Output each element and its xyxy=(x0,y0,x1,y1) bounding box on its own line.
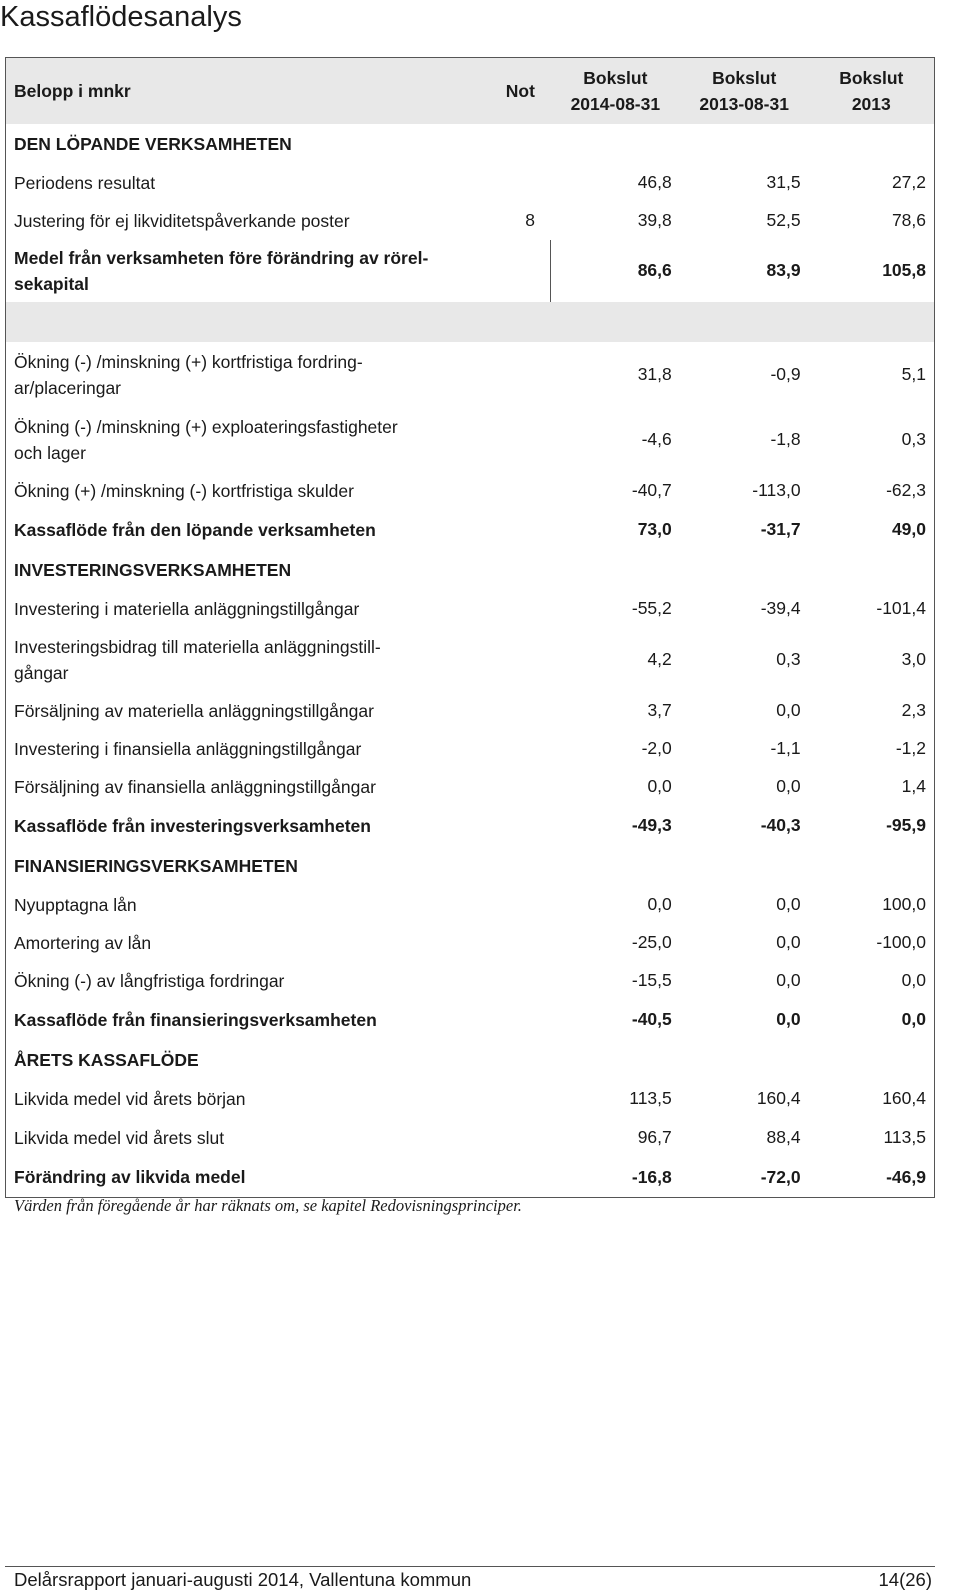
row-value-2013-08-31: 0,0 xyxy=(776,1009,801,1029)
row-value-2013: 78,6 xyxy=(891,210,926,230)
row-label: Nyupptagna lån xyxy=(14,894,137,915)
row-value-2014-08-31: -4,6 xyxy=(641,429,672,449)
footnote: Värden från föregående år har räknats om, se kapitel Redovisningsprinciper. xyxy=(14,1196,522,1215)
table-row xyxy=(6,1118,935,1158)
row-label: Investering i finansiella anläggningstillgångar xyxy=(14,738,362,759)
row-label: Försäljning av materiella anläggningstillgångar xyxy=(14,700,374,721)
row-value-2013-08-31: -1,8 xyxy=(770,429,801,449)
row-value-2013: 105,8 xyxy=(882,260,926,280)
header-not: Not xyxy=(505,80,535,101)
row-value-2014-08-31 xyxy=(551,1040,680,1080)
row-value-2013-08-31 xyxy=(680,846,809,886)
row-note-ref xyxy=(483,408,551,472)
row-value-2013-08-31: -1,1 xyxy=(770,738,801,758)
row-note-ref xyxy=(483,768,551,806)
row-value-2014-08-31: 73,0 xyxy=(637,519,672,539)
row-value-2013: -101,4 xyxy=(876,598,926,618)
row-value-2013: 0,3 xyxy=(901,429,926,449)
row-note-ref xyxy=(483,590,551,628)
row-value-2013-08-31: 0,0 xyxy=(776,776,801,796)
row-value-2013: 0,0 xyxy=(901,970,926,990)
cashflow-table xyxy=(5,57,935,1198)
row-value-2014-08-31: -15,5 xyxy=(631,970,672,990)
row-label: Ökning (-) /minskning (+) exploateringsfastigheter och lager xyxy=(14,416,398,463)
table-row xyxy=(6,202,935,240)
row-value-2014-08-31: 0,0 xyxy=(647,776,672,796)
row-label: Kassaflöde från investeringsverksamheten xyxy=(14,815,371,836)
row-value-2013: 160,4 xyxy=(882,1088,926,1108)
row-value-2013: 100,0 xyxy=(882,894,926,914)
row-label: Amortering av lån xyxy=(14,932,152,953)
row-note-ref xyxy=(483,1040,551,1080)
row-value-2013-08-31 xyxy=(680,550,809,590)
table-row xyxy=(6,342,935,408)
row-value-2013-08-31: 83,9 xyxy=(766,260,801,280)
row-value-2014-08-31: 0,0 xyxy=(647,894,672,914)
row-value-2013: -95,9 xyxy=(886,815,926,835)
footer-divider xyxy=(5,1566,935,1567)
header-col3 xyxy=(809,58,935,124)
row-note-ref xyxy=(483,302,551,342)
header-col1-line1: Bokslut xyxy=(583,67,648,88)
section-header-row xyxy=(6,1040,935,1080)
table-row xyxy=(6,472,935,510)
row-value-2014-08-31: -16,8 xyxy=(631,1166,672,1187)
row-note-ref xyxy=(483,886,551,924)
row-value-2014-08-31: -55,2 xyxy=(631,598,672,618)
row-value-2013-08-31: 0,0 xyxy=(776,970,801,990)
row-value-2014-08-31: 4,2 xyxy=(647,649,672,669)
row-note-ref xyxy=(483,730,551,768)
row-label: FINANSIERINGSVERKSAMHETEN xyxy=(14,855,298,876)
row-value-2014-08-31 xyxy=(551,846,680,886)
section-header-row xyxy=(6,550,935,590)
row-value-2014-08-31: -49,3 xyxy=(631,815,672,835)
row-label: Kassaflöde från finansieringsverksamheten xyxy=(14,1009,377,1030)
row-value-2013-08-31: 0,3 xyxy=(776,649,801,669)
row-value-2013-08-31: -40,3 xyxy=(760,815,801,835)
row-value-2013: -62,3 xyxy=(886,480,926,500)
row-value-2013-08-31: -72,0 xyxy=(760,1166,801,1187)
row-note-ref xyxy=(483,342,551,408)
section-header-row xyxy=(6,846,935,886)
row-value-2013: 1,4 xyxy=(901,776,926,796)
row-value-2013: 0,0 xyxy=(901,1009,926,1029)
row-value-2013-08-31: 0,0 xyxy=(776,700,801,720)
row-note-ref xyxy=(483,472,551,510)
row-value-2014-08-31: 113,5 xyxy=(629,1088,672,1108)
table-row xyxy=(6,628,935,692)
row-value-2014-08-31: 31,8 xyxy=(637,364,672,384)
row-label: INVESTERINGSVERKSAMHETEN xyxy=(14,559,292,580)
row-value-2013 xyxy=(809,124,935,164)
row-value-2013 xyxy=(809,846,935,886)
row-label: Försäljning av finansiella anläggningstillgångar xyxy=(14,776,376,797)
row-note-ref xyxy=(483,628,551,692)
row-label: Investering i materiella anläggningstillgångar xyxy=(14,598,360,619)
table-header-row xyxy=(6,58,935,124)
row-note-ref xyxy=(483,1118,551,1158)
row-value-2014-08-31 xyxy=(551,550,680,590)
row-value-2013-08-31: 31,5 xyxy=(766,172,801,192)
row-value-2013-08-31 xyxy=(680,1040,809,1080)
row-value-2013-08-31: 0,0 xyxy=(776,932,801,952)
row-note-ref xyxy=(483,550,551,590)
row-value-2013-08-31: 160,4 xyxy=(756,1088,801,1108)
row-value-2013: -1,2 xyxy=(895,738,926,758)
header-label: Belopp i mnkr xyxy=(14,80,131,101)
table-row xyxy=(6,806,935,846)
row-value-2013: 49,0 xyxy=(891,519,926,539)
row-value-2013: 2,3 xyxy=(901,700,926,720)
row-value-2014-08-31 xyxy=(551,302,680,342)
table-row xyxy=(6,510,935,550)
row-value-2013 xyxy=(809,302,935,342)
row-value-2014-08-31: 96,7 xyxy=(637,1127,672,1147)
table-row xyxy=(6,1000,935,1040)
row-note-ref xyxy=(483,240,551,302)
row-value-2014-08-31: -40,5 xyxy=(631,1009,672,1029)
row-label: Förändring av likvida medel xyxy=(14,1167,246,1188)
row-label: ÅRETS KASSAFLÖDE xyxy=(14,1049,199,1070)
row-value-2013 xyxy=(809,550,935,590)
row-value-2013: -100,0 xyxy=(876,932,926,952)
table-row xyxy=(6,768,935,806)
row-label: Periodens resultat xyxy=(14,172,156,193)
footer-document-title: Delårsrapport januari-augusti 2014, Vallentuna kommun xyxy=(14,1569,472,1590)
row-label: Likvida medel vid årets slut xyxy=(14,1127,225,1148)
header-col1 xyxy=(551,58,680,124)
row-label: Likvida medel vid årets början xyxy=(14,1088,246,1109)
row-value-2013-08-31 xyxy=(680,124,809,164)
row-value-2013: -46,9 xyxy=(886,1166,926,1187)
row-note-ref xyxy=(483,924,551,962)
row-note-ref xyxy=(483,1000,551,1040)
row-label: Investeringsbidrag till materiella anläggningstill- gångar xyxy=(14,636,381,683)
row-label: Justering för ej likviditetspåverkande poster xyxy=(14,210,350,231)
row-value-2013: 113,5 xyxy=(883,1127,926,1147)
row-value-2013-08-31: 88,4 xyxy=(766,1127,801,1147)
row-value-2013: 5,1 xyxy=(901,364,926,384)
table-row xyxy=(6,240,935,302)
row-value-2013-08-31 xyxy=(680,302,809,342)
row-value-2013-08-31: 52,5 xyxy=(766,210,801,230)
table-body xyxy=(6,124,935,1198)
table-row xyxy=(6,1080,935,1118)
table-row xyxy=(6,590,935,628)
header-col2 xyxy=(680,58,809,124)
row-value-2014-08-31: -40,7 xyxy=(631,480,672,500)
row-label: Ökning (-) /minskning (+) kortfristiga fordring- ar/placeringar xyxy=(14,351,363,398)
row-value-2014-08-31: 39,8 xyxy=(637,210,672,230)
row-label: Ökning (+) /minskning (-) kortfristiga skulder xyxy=(14,480,354,501)
row-label: Medel från verksamheten före förändring av rörel- sekapital xyxy=(14,247,429,294)
row-note-ref xyxy=(483,164,551,202)
header-col3-line1: Bokslut xyxy=(839,67,904,88)
row-value-2014-08-31: 86,6 xyxy=(551,240,680,302)
header-col1-line2: 2014-08-31 xyxy=(570,93,661,114)
table-row xyxy=(6,962,935,1000)
row-label xyxy=(6,302,483,342)
table-row xyxy=(6,408,935,472)
section-header-row xyxy=(6,124,935,164)
row-note-ref xyxy=(483,1080,551,1118)
row-value-2013-08-31: -31,7 xyxy=(760,519,801,539)
row-value-2013 xyxy=(809,1040,935,1080)
table-row xyxy=(6,164,935,202)
row-note-ref xyxy=(483,510,551,550)
row-note-ref xyxy=(483,962,551,1000)
row-label: DEN LÖPANDE VERKSAMHETEN xyxy=(14,133,292,154)
row-value-2013-08-31: -39,4 xyxy=(760,598,801,618)
row-label: Ökning (-) av långfristiga fordringar xyxy=(14,970,285,991)
header-col2-line1: Bokslut xyxy=(712,67,777,88)
table-row xyxy=(6,730,935,768)
table-row xyxy=(6,924,935,962)
row-value-2014-08-31: -25,0 xyxy=(631,932,672,952)
row-note-ref: 8 xyxy=(525,210,535,230)
row-label: Kassaflöde från den löpande verksamheten xyxy=(14,519,376,540)
row-value-2013: 3,0 xyxy=(901,649,926,669)
page-title: Kassaflödesanalys xyxy=(0,1,242,33)
row-value-2014-08-31: -2,0 xyxy=(641,738,672,758)
row-note-ref xyxy=(483,692,551,730)
row-value-2013-08-31: -113,0 xyxy=(752,480,801,500)
row-note-ref xyxy=(483,846,551,886)
row-value-2013: 27,2 xyxy=(891,172,926,192)
row-value-2013-08-31: 0,0 xyxy=(776,894,801,914)
row-value-2013-08-31: -0,9 xyxy=(770,364,801,384)
row-note-ref xyxy=(483,1158,551,1198)
footer-page-number: 14(26) xyxy=(878,1569,932,1590)
table-row xyxy=(6,1158,935,1198)
row-value-2014-08-31: 3,7 xyxy=(647,700,672,720)
row-note-ref xyxy=(483,806,551,846)
header-col3-line2: 2013 xyxy=(851,93,891,114)
table-row xyxy=(6,692,935,730)
table-row xyxy=(6,886,935,924)
row-value-2014-08-31 xyxy=(551,124,680,164)
row-value-2014-08-31: 46,8 xyxy=(637,172,672,192)
spacer-row xyxy=(6,302,935,342)
row-note-ref xyxy=(483,124,551,164)
header-col2-line2: 2013-08-31 xyxy=(699,93,789,114)
